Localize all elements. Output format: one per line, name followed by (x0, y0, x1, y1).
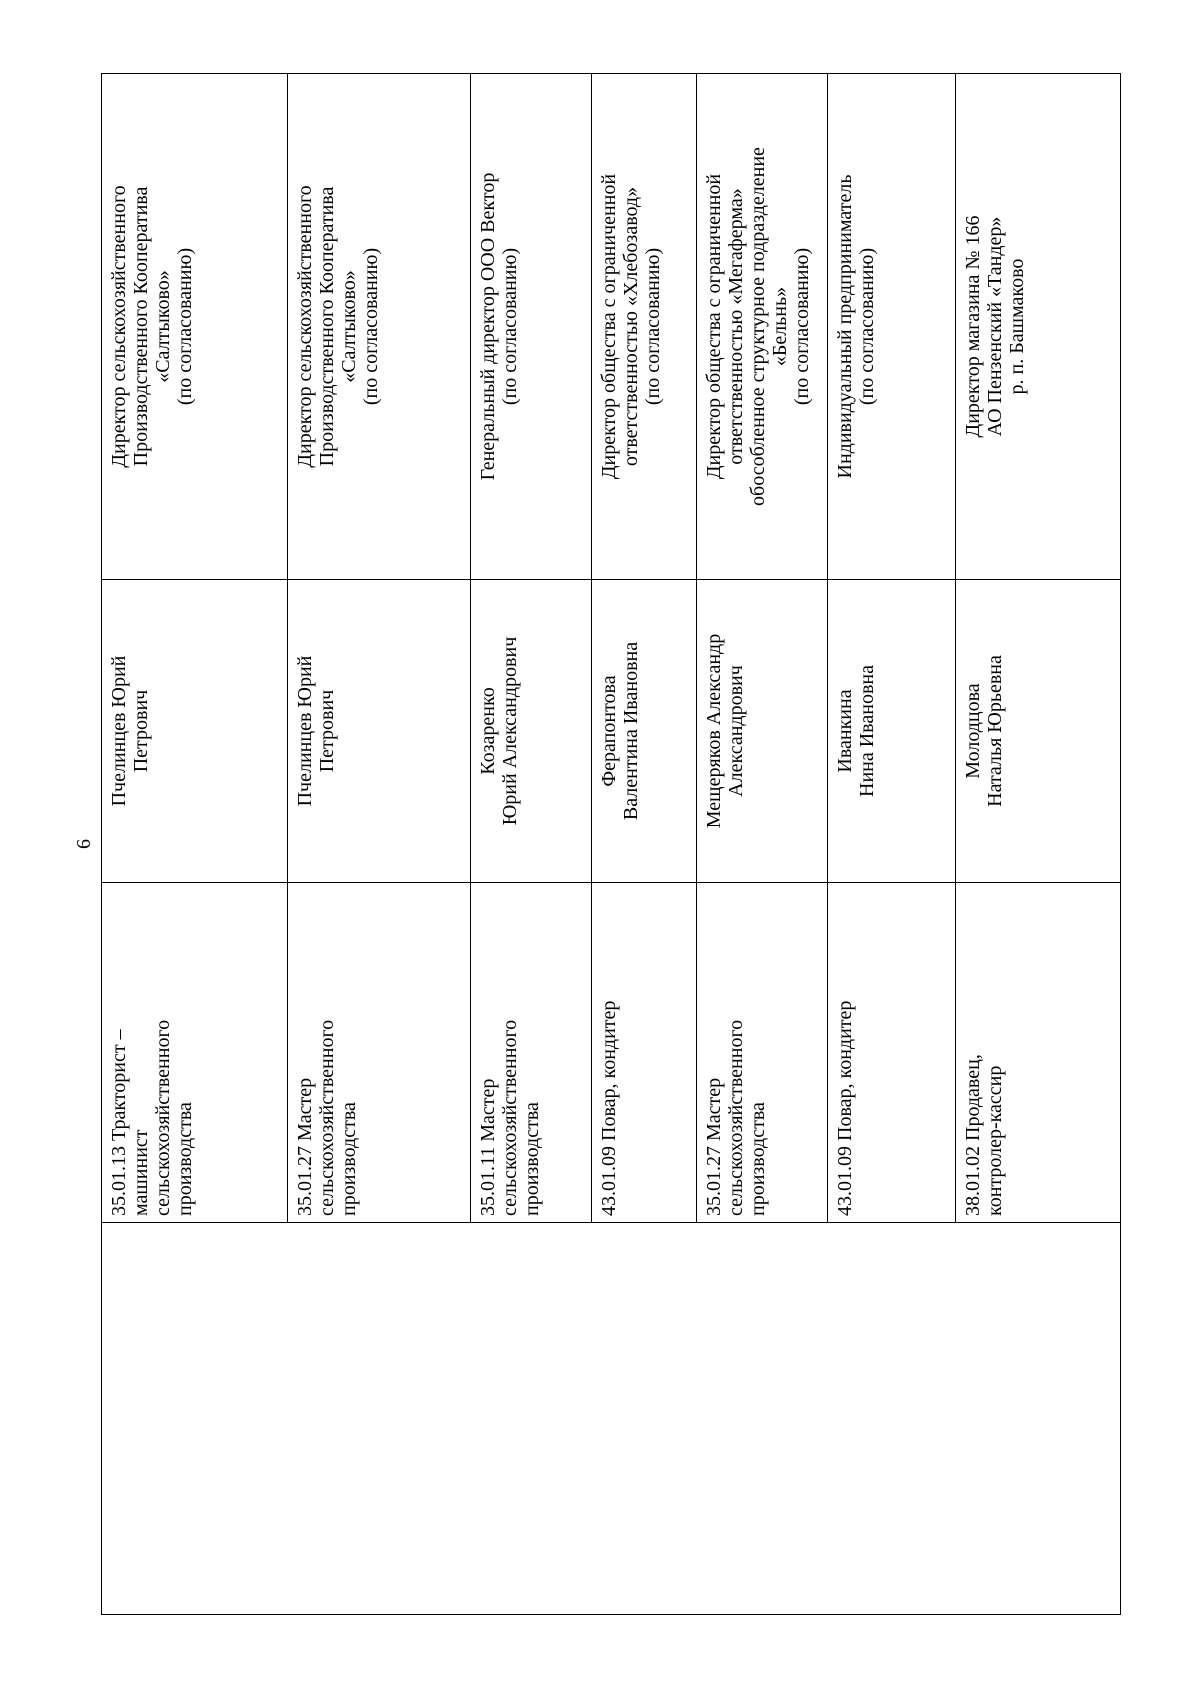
position-cell (471, 74, 592, 580)
position-cell (828, 74, 956, 580)
position-cell-line: (по согласованию) (499, 247, 521, 406)
person-cell (471, 580, 592, 883)
profession-cell-line: 43.01.09 Повар, кондитер (834, 1000, 856, 1216)
profession-cell-line: сельскохозяйственного (316, 1019, 338, 1216)
page-number: 6 (73, 839, 95, 849)
person-cell-line: Наталья Юрьевна (984, 655, 1006, 807)
person-cell (102, 580, 288, 883)
person-cell-line: Александрович (725, 665, 747, 797)
person-cell (288, 580, 471, 883)
position-cell (288, 74, 471, 580)
profession-cell (956, 883, 1121, 1223)
position-cell-line: Производственного Кооператива (130, 186, 152, 467)
position-cell-line: (по согласованию) (360, 247, 382, 406)
profession-cell (471, 883, 592, 1223)
profession-cell-line: машинист (130, 1129, 152, 1216)
profession-cell-line: сельскохозяйственного (152, 1019, 174, 1216)
position-cell-line: АО Пензенский «Тандер» (984, 216, 1006, 437)
position-cell-line: Директор общества с ограниченной (703, 173, 725, 480)
position-cell-line: Индивидуальный предприниматель (834, 174, 856, 479)
empty-merged-cell (102, 1223, 1121, 1615)
person-cell (592, 580, 697, 883)
position-cell-line: р. п. Башмаково (1006, 258, 1028, 395)
profession-cell (697, 883, 828, 1223)
profession-cell-line: сельскохозяйственного (499, 1019, 521, 1216)
person-cell-line: Нина Ивановна (856, 665, 878, 797)
person-cell-line: Ферапонтова (598, 675, 620, 787)
position-cell-line: Директор магазина № 166 (962, 215, 984, 438)
profession-cell-line: 35.01.27 Мастер (703, 1077, 725, 1216)
position-cell-line: Производственного Кооператива (316, 186, 338, 467)
profession-cell-line: производства (521, 1102, 543, 1216)
position-cell-line: обособленное структурное подразделение (747, 147, 769, 506)
position-cell (956, 74, 1121, 580)
practice-partners-table (101, 73, 1121, 1615)
person-cell-line: Петрович (316, 689, 338, 773)
position-cell-line: «Бельнь» (769, 286, 791, 367)
profession-cell-line: 38.01.02 Продавец, (962, 1054, 984, 1216)
position-cell-line: «Салтыково» (338, 270, 360, 383)
profession-cell (592, 883, 697, 1223)
person-cell-line: Пчелинцев Юрий (108, 655, 130, 807)
person-cell-line: Иванкина (834, 689, 856, 773)
position-cell-line: «Салтыково» (152, 270, 174, 383)
profession-cell (828, 883, 956, 1223)
position-cell-line: ответственностью «Хлебозавод» (620, 186, 642, 467)
person-cell (828, 580, 956, 883)
profession-cell-line: контролер-кассир (984, 1065, 1006, 1216)
position-cell-line: Директор сельскохозяйственного (108, 185, 130, 468)
profession-cell-line: производства (338, 1102, 360, 1216)
position-cell (102, 74, 288, 580)
position-cell-line: (по согласованию) (174, 247, 196, 406)
profession-cell-line: 35.01.13 Тракторист – (108, 1029, 130, 1216)
person-cell-line: Мещеряков Александр (703, 633, 725, 829)
profession-cell-line: производства (174, 1102, 196, 1216)
person-cell (697, 580, 828, 883)
profession-cell-line: 43.01.09 Повар, кондитер (598, 1000, 620, 1216)
person-cell-line: Пчелинцев Юрий (294, 655, 316, 807)
person-cell-line: Юрий Александрович (499, 636, 521, 826)
person-cell-line: Петрович (130, 689, 152, 773)
person-cell (956, 580, 1121, 883)
position-cell-line: Генеральный директор ООО Вектор (477, 172, 499, 481)
position-cell-line: Директор общества с ограниченной (598, 173, 620, 480)
profession-cell (288, 883, 471, 1223)
table-row (102, 74, 288, 1615)
person-cell-line: Валентина Ивановна (620, 641, 642, 821)
profession-cell-line: 35.01.27 Мастер (294, 1077, 316, 1216)
position-cell (592, 74, 697, 580)
profession-cell-line: производства (747, 1102, 769, 1216)
position-cell-line: (по согласованию) (791, 247, 813, 406)
position-cell-line: (по согласованию) (856, 247, 878, 406)
position-cell-line: ответственностью «Мегаферма» (725, 188, 747, 465)
position-cell-line: (по согласованию) (642, 247, 664, 406)
position-cell (697, 74, 828, 580)
profession-cell-line: 35.01.11 Мастер (477, 1078, 499, 1216)
profession-cell (102, 883, 288, 1223)
position-cell-line: Директор сельскохозяйственного (294, 185, 316, 468)
person-cell-line: Козаренко (477, 687, 499, 775)
person-cell-line: Молодцова (962, 683, 984, 779)
profession-cell-line: сельскохозяйственного (725, 1019, 747, 1216)
